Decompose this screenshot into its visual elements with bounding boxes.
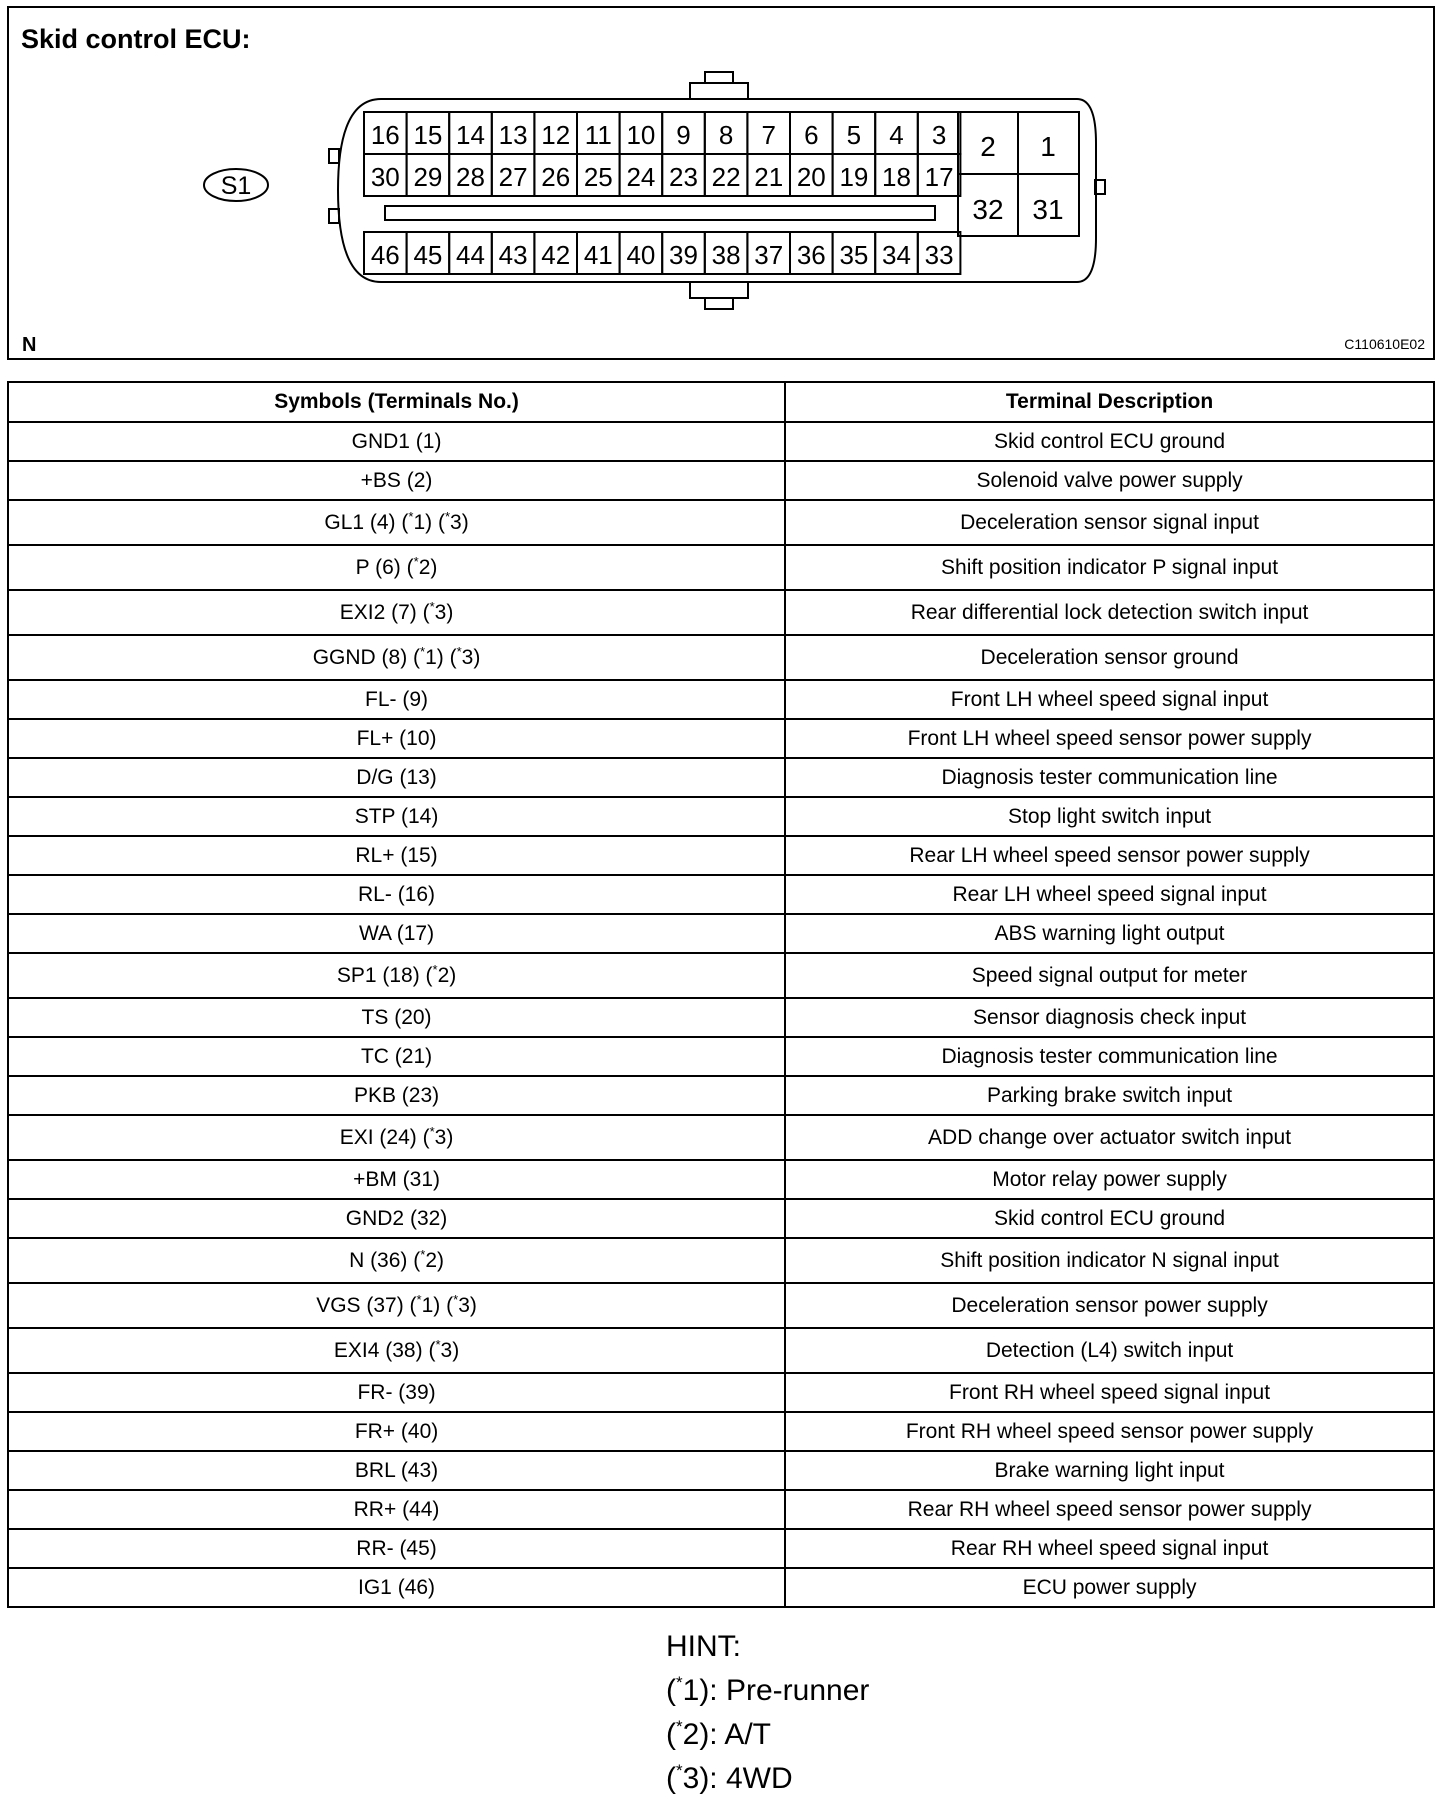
pin-number: 27: [498, 162, 528, 192]
pin-number: 8: [718, 120, 734, 150]
table-row: [8, 1412, 1434, 1451]
terminal-symbol: VGS (37): [316, 1293, 404, 1317]
footnote-number: 1: [425, 645, 437, 669]
terminal-symbol-cell: [8, 635, 785, 680]
hint-note-mark: 1: [682, 1674, 700, 1707]
table-row: [8, 836, 1434, 875]
terminal-description: ADD change over actuator switch input: [785, 1115, 1434, 1160]
terminal-symbol: RR+ (44): [353, 1497, 440, 1521]
terminal-symbol-cell: [8, 758, 785, 797]
terminal-symbol: RR- (45): [356, 1536, 437, 1560]
table-row: [8, 500, 1434, 545]
terminal-symbol: EXI2 (7): [339, 600, 417, 624]
terminal-symbol-cell: [8, 797, 785, 836]
hint-note-mark: 3: [682, 1762, 700, 1795]
table-header-row: [8, 382, 1434, 422]
pin-number: 1: [1040, 131, 1056, 162]
table-row: [8, 461, 1434, 500]
terminal-symbol: FL- (9): [365, 687, 429, 711]
terminal-symbol-cell: [8, 422, 785, 461]
pin-number: 21: [754, 162, 784, 192]
pin-number: 6: [804, 120, 819, 150]
terminal-symbol: FL+ (10): [356, 726, 437, 750]
terminal-symbol-cell: [8, 1451, 785, 1490]
pin-number: 25: [583, 162, 613, 192]
terminal-symbol: GND2 (32): [345, 1206, 448, 1230]
table-row: [8, 1568, 1434, 1607]
terminal-symbol: EXI (24): [339, 1125, 417, 1149]
terminal-symbol: N (36): [349, 1248, 408, 1272]
terminal-symbol-cell: [8, 1373, 785, 1412]
pin-number: 37: [754, 240, 784, 270]
pin-number: 19: [839, 162, 869, 192]
terminal-description: ABS warning light output: [785, 914, 1434, 953]
footnote-number: 1: [421, 1293, 434, 1317]
pin-number: 4: [889, 120, 904, 150]
footnote-ref: (*3): [443, 643, 481, 669]
pin-number: 29: [413, 162, 443, 192]
footnote-ref: (*1): [407, 643, 444, 669]
terminal-symbol-cell: [8, 1328, 785, 1373]
footnote-number: 3: [440, 1338, 453, 1362]
terminal-symbol: +BM (31): [353, 1167, 441, 1191]
left-key-lower: [329, 209, 339, 223]
terminal-symbol: BRL (43): [354, 1458, 439, 1482]
hint-note-text: Pre-runner: [725, 1674, 870, 1707]
pin-number: 10: [626, 120, 656, 150]
pin-number: 44: [456, 240, 485, 270]
terminal-description: Diagnosis tester communication line: [785, 1037, 1434, 1076]
terminal-symbol: GGND (8): [312, 645, 408, 669]
terminal-symbol-cell: [8, 914, 785, 953]
terminal-symbol: GND1 (1): [351, 429, 442, 453]
hint-note: (*2): A/T: [666, 1717, 771, 1751]
table-row: [8, 875, 1434, 914]
terminal-description: Front RH wheel speed signal input: [785, 1373, 1434, 1412]
terminal-symbol-cell: [8, 1037, 785, 1076]
pin-number: 20: [796, 162, 826, 192]
header-symbols: Symbols (Terminals No.): [8, 382, 785, 422]
table-row: [8, 1490, 1434, 1529]
table-row: [8, 1115, 1434, 1160]
pin-number: 16: [370, 120, 400, 150]
hint-notes: [666, 1669, 869, 1801]
footnote-number: 2: [437, 963, 450, 987]
terminal-symbol-cell: [8, 1529, 785, 1568]
table-row: [8, 635, 1434, 680]
pin-number: 15: [413, 120, 443, 150]
table-row: [8, 1283, 1434, 1328]
pin-number: 23: [669, 162, 698, 192]
hint-note-text: A/T: [724, 1718, 771, 1751]
pin-number: 41: [583, 240, 613, 270]
pin-number: 43: [498, 240, 528, 270]
table-row: [8, 1076, 1434, 1115]
terminal-symbol: RL- (16): [358, 882, 436, 906]
terminal-symbol-cell: [8, 998, 785, 1037]
terminal-description: Rear RH wheel speed sensor power supply: [785, 1490, 1434, 1529]
terminal-description: Deceleration sensor power supply: [785, 1283, 1434, 1328]
table-row: [8, 1160, 1434, 1199]
footnote-number: 3: [461, 645, 474, 669]
pin-number: 24: [626, 162, 656, 192]
pin-number: 39: [669, 240, 698, 270]
terminal-symbol: IG1 (46): [358, 1575, 436, 1599]
terminal-symbol-cell: [8, 680, 785, 719]
terminal-symbol: WA (17): [359, 921, 435, 945]
footnote-ref: (*3): [416, 598, 454, 624]
terminal-symbol-cell: [8, 500, 785, 545]
terminal-description: Diagnosis tester communication line: [785, 758, 1434, 797]
pin-number: 45: [413, 240, 443, 270]
table-row: [8, 1373, 1434, 1412]
table-row: [8, 1328, 1434, 1373]
pin-number: 33: [924, 240, 954, 270]
terminal-symbol: EXI4 (38): [333, 1338, 423, 1362]
terminal-description: Rear RH wheel speed signal input: [785, 1529, 1434, 1568]
terminal-symbol: FR+ (40): [354, 1419, 439, 1443]
terminal-symbol: TC (21): [360, 1044, 433, 1068]
hint-heading: HINT:: [666, 1630, 741, 1663]
terminal-symbol-cell: [8, 953, 785, 998]
pin-number: 11: [584, 120, 612, 150]
terminal-symbol: D/G (13): [356, 765, 437, 789]
pin-number: 12: [541, 120, 571, 150]
bottom-latch: [690, 282, 748, 309]
pin-number: 36: [796, 240, 826, 270]
terminal-symbol-cell: [8, 1412, 785, 1451]
terminal-symbol-cell: [8, 1490, 785, 1529]
terminal-symbol: FR- (39): [357, 1380, 436, 1404]
terminal-description: Rear LH wheel speed sensor power supply: [785, 836, 1434, 875]
terminal-description: Brake warning light input: [785, 1451, 1434, 1490]
diagram-title: Skid control ECU:: [21, 24, 251, 54]
terminal-description: Front LH wheel speed signal input: [785, 680, 1434, 719]
terminal-description: Rear LH wheel speed signal input: [785, 875, 1434, 914]
terminal-symbol-cell: [8, 1283, 785, 1328]
table-row: [8, 590, 1434, 635]
terminal-description: Skid control ECU ground: [785, 1199, 1434, 1238]
terminal-symbol: SP1 (18): [336, 963, 420, 987]
hint-block: [666, 1625, 869, 1801]
pin-number: 30: [370, 162, 400, 192]
pin-number: 32: [972, 194, 1004, 225]
terminal-description: Stop light switch input: [785, 797, 1434, 836]
terminal-symbol: STP (14): [354, 804, 439, 828]
connector-label: S1: [220, 172, 252, 200]
terminal-symbol-cell: [8, 590, 785, 635]
pin-number: 18: [882, 162, 911, 192]
footnote-ref: (*2): [407, 1246, 444, 1272]
terminal-description: Deceleration sensor ground: [785, 635, 1434, 680]
footnote-number: 2: [425, 1248, 437, 1272]
terminal-description: Front RH wheel speed sensor power supply: [785, 1412, 1434, 1451]
terminal-table: [7, 381, 1435, 1608]
table-row: [8, 719, 1434, 758]
terminal-description: Rear differential lock detection switch input: [785, 590, 1434, 635]
footnote-ref: (*3): [440, 1291, 477, 1317]
table-row: [8, 1529, 1434, 1568]
connector-drawing: [9, 8, 1437, 362]
pin-number: 40: [626, 240, 656, 270]
terminal-symbol-cell: [8, 836, 785, 875]
terminal-description: Speed signal output for meter: [785, 953, 1434, 998]
pin-number: 34: [882, 240, 911, 270]
left-key-upper: [329, 149, 339, 163]
terminal-description: ECU power supply: [785, 1568, 1434, 1607]
hint-note: (*1): Pre-runner: [666, 1673, 870, 1707]
top-latch: [690, 72, 748, 99]
terminal-description: Deceleration sensor signal input: [785, 500, 1434, 545]
pin-number: 9: [676, 120, 691, 150]
corner-letter: N: [22, 334, 37, 356]
hint-note-text: 4WD: [725, 1762, 793, 1795]
footnote-number: 2: [418, 555, 431, 579]
table-row: [8, 797, 1434, 836]
table-row: [8, 953, 1434, 998]
figure-code: C110610E02: [1344, 336, 1425, 352]
terminal-symbol: +BS (2): [360, 468, 433, 492]
table-row: [8, 545, 1434, 590]
footnote-ref: (*3): [432, 508, 469, 534]
table-row: [8, 998, 1434, 1037]
footnote-number: 3: [458, 1293, 470, 1317]
pin-number: 22: [711, 162, 741, 192]
terminal-description: Shift position indicator P signal input: [785, 545, 1434, 590]
table-row: [8, 758, 1434, 797]
table-row: [8, 422, 1434, 461]
header-description: Terminal Description: [785, 382, 1434, 422]
pin-number: 7: [761, 120, 776, 150]
pin-number: 3: [931, 120, 947, 150]
pin-number: 14: [456, 120, 485, 150]
terminal-symbol-cell: [8, 545, 785, 590]
terminal-rows: [8, 422, 1434, 1607]
footnote-ref: (*2): [400, 553, 438, 579]
pin-number: 26: [541, 162, 571, 192]
terminal-symbol: P (6): [355, 555, 401, 579]
table-row: [8, 1037, 1434, 1076]
terminal-symbol-cell: [8, 1115, 785, 1160]
terminal-symbol-cell: [8, 461, 785, 500]
footnote-ref: (*2): [419, 961, 457, 987]
connector-slot: [385, 206, 935, 220]
connector-diagram-panel: [7, 6, 1435, 360]
footnote-number: 3: [434, 600, 447, 624]
terminal-description: Solenoid valve power supply: [785, 461, 1434, 500]
terminal-description: Skid control ECU ground: [785, 422, 1434, 461]
table-row: [8, 914, 1434, 953]
hint-note-mark: 2: [682, 1718, 700, 1751]
terminal-symbol-cell: [8, 719, 785, 758]
terminal-description: Motor relay power supply: [785, 1160, 1434, 1199]
footnote-ref: (*1): [395, 508, 433, 534]
table-row: [8, 1199, 1434, 1238]
pin-number: 42: [541, 240, 571, 270]
footnote-number: 3: [434, 1125, 447, 1149]
pin-number: 2: [980, 131, 996, 162]
pin-number: 35: [839, 240, 869, 270]
pin-number: 17: [924, 162, 954, 192]
pin-number: 31: [1032, 194, 1064, 225]
pin-number: 38: [711, 240, 741, 270]
table-row: [8, 680, 1434, 719]
terminal-symbol-cell: [8, 1568, 785, 1607]
pin-number: 28: [456, 162, 485, 192]
hint-note: (*3): 4WD: [666, 1761, 793, 1795]
terminal-description: Shift position indicator N signal input: [785, 1238, 1434, 1283]
footnote-ref: (*1): [403, 1291, 441, 1317]
terminal-symbol: RL+ (15): [355, 843, 438, 867]
terminal-symbol-cell: [8, 1199, 785, 1238]
pin-number: 5: [846, 120, 862, 150]
terminal-symbol-cell: [8, 1076, 785, 1115]
terminal-description: Sensor diagnosis check input: [785, 998, 1434, 1037]
footnote-ref: (*3): [422, 1336, 460, 1362]
terminal-description: Parking brake switch input: [785, 1076, 1434, 1115]
terminal-symbol-cell: [8, 1160, 785, 1199]
terminal-symbol: GL1 (4): [324, 510, 396, 534]
footnote-ref: (*3): [416, 1123, 454, 1149]
footnote-number: 1: [413, 510, 426, 534]
table-row: [8, 1238, 1434, 1283]
terminal-symbol-cell: [8, 1238, 785, 1283]
terminal-symbol: TS (20): [361, 1005, 432, 1029]
pin-number: 13: [498, 120, 528, 150]
terminal-symbol: PKB (23): [353, 1083, 440, 1107]
terminal-description: Detection (L4) switch input: [785, 1328, 1434, 1373]
footnote-number: 3: [450, 510, 462, 534]
terminal-symbol-cell: [8, 875, 785, 914]
pin-number: 46: [370, 240, 400, 270]
table-row: [8, 1451, 1434, 1490]
terminal-description: Front LH wheel speed sensor power supply: [785, 719, 1434, 758]
